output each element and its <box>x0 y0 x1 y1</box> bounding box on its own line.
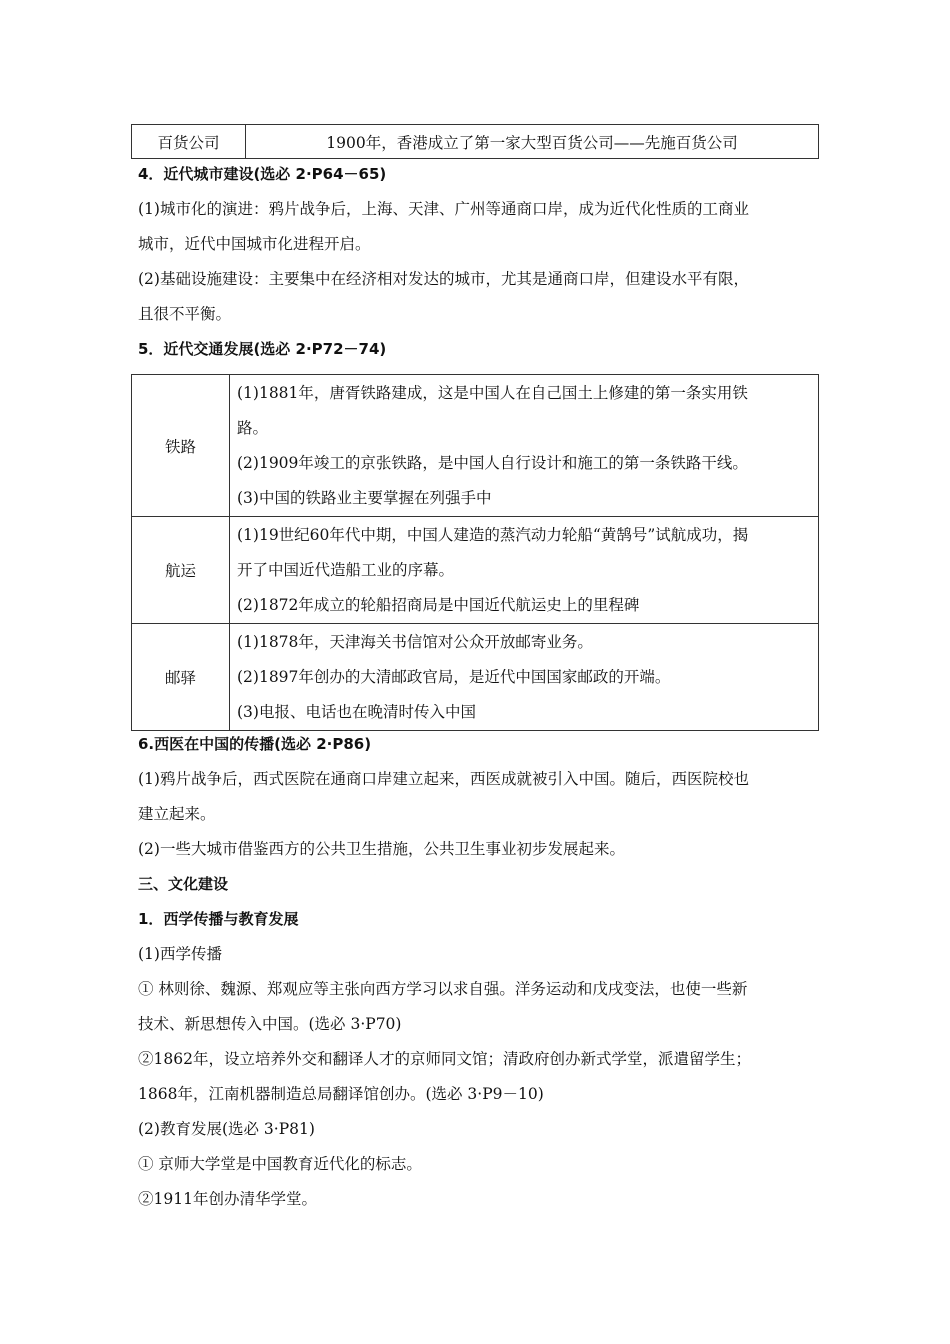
table-row <box>132 125 819 159</box>
paragraph-line: (2)基础设施建设：主要集中在经济相对发达的城市，尤其是通商口岸，但建设水平有限， <box>138 270 749 288</box>
paragraph-line: 城市，近代中国城市化进程开启。 <box>138 235 371 253</box>
table-content-cell <box>230 624 819 731</box>
table-content-line: (1)19世纪60年代中期，中国人建造的蒸汽动力轮船“黄鹄号”试航成功，揭 <box>237 525 749 544</box>
table-content-cell <box>230 517 819 624</box>
section-urban-construction <box>138 157 818 367</box>
subsection-title: (2)教育发展(选必 3·P81) <box>138 1120 315 1138</box>
transport-table <box>131 374 819 731</box>
paragraph-line: ① 林则徐、魏源、郑观应等主张向西方学习以求自强。洋务运动和戊戌变法，也使一些新 <box>138 980 748 998</box>
paragraph-line: (1)鸦片战争后，西式医院在通商口岸建立起来，西医成就被引入中国。随后，西医院校也 <box>138 770 749 788</box>
paragraph-line: (2)一些大城市借鉴西方的公共卫生措施，公共卫生事业初步发展起来。 <box>138 840 625 858</box>
department-store-table <box>131 124 819 159</box>
subsection-title: (1)西学传播 <box>138 945 222 963</box>
table-row <box>132 624 819 731</box>
table-content-line: (3)电报、电话也在晚清时传入中国 <box>237 702 476 721</box>
table-category-cell: 航运 <box>132 517 230 624</box>
paragraph-line: 技术、新思想传入中国。(选必 3·P70) <box>138 1015 402 1033</box>
part-heading: 三、文化建设 <box>138 875 229 893</box>
table-content-line: (2)1897年创办的大清邮政官局，是近代中国国家邮政的开端。 <box>237 667 671 686</box>
table-row <box>132 517 819 624</box>
table-content-line: 路。 <box>237 418 269 437</box>
table-content-line: (1)1878年，天津海关书信馆对公众开放邮寄业务。 <box>237 632 593 651</box>
paragraph-line: (1)城市化的演进：鸦片战争后，上海、天津、广州等通商口岸，成为近代化性质的工商业 <box>138 200 749 218</box>
table-category-cell: 百货公司 <box>132 125 246 159</box>
paragraph-line: 1868年，江南机器制造总局翻译馆创办。(选必 3·P9－10) <box>138 1085 544 1103</box>
table-content-line: (3)中国的铁路业主要掌握在列强手中 <box>237 488 492 507</box>
section-western-medicine <box>138 727 818 1217</box>
table-category-cell: 邮驿 <box>132 624 230 731</box>
table-content-cell: 1900年，香港成立了第一家大型百货公司——先施百货公司 <box>246 125 819 159</box>
paragraph-line: 建立起来。 <box>138 805 216 823</box>
table-content-line: (2)1872年成立的轮船招商局是中国近代航运史上的里程碑 <box>237 595 640 614</box>
table-row <box>132 375 819 517</box>
table-content-line: 开了中国近代造船工业的序幕。 <box>237 560 455 579</box>
table-content-cell <box>230 375 819 517</box>
subsection-heading: 1．西学传播与教育发展 <box>138 910 299 928</box>
table-content-line: (1)1881年，唐胥铁路建成，这是中国人在自己国土上修建的第一条实用铁 <box>237 383 748 402</box>
section-heading: 5．近代交通发展(选必 2·P72－74) <box>138 340 387 358</box>
section-heading: 4．近代城市建设(选必 2·P64－65) <box>138 165 387 183</box>
table-category-cell: 铁路 <box>132 375 230 517</box>
section-heading: 6.西医在中国的传播(选必 2·P86) <box>138 735 372 753</box>
paragraph-line: ②1862年，设立培养外交和翻译人才的京师同文馆；清政府创办新式学堂，派遣留学生； <box>138 1050 751 1068</box>
paragraph-line: ① 京师大学堂是中国教育近代化的标志。 <box>138 1155 422 1173</box>
paragraph-line: ②1911年创办清华学堂。 <box>138 1190 317 1208</box>
paragraph-line: 且很不平衡。 <box>138 305 232 323</box>
table-content-line: (2)1909年竣工的京张铁路，是中国人自行设计和施工的第一条铁路干线。 <box>237 453 748 472</box>
